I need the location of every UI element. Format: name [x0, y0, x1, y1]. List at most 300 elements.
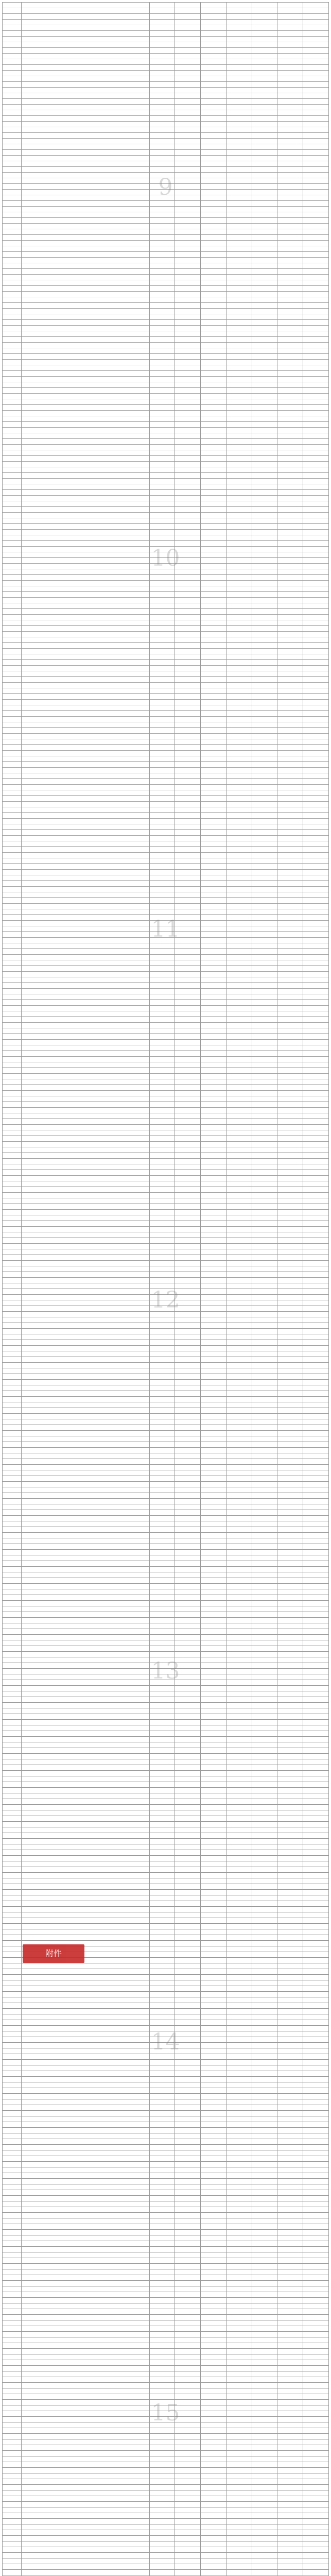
table-row: [3, 2167, 329, 2173]
row-score-cell: [226, 224, 252, 229]
row-score-cell: [149, 31, 175, 37]
row-score-cell: [175, 2269, 201, 2275]
row-score-cell: [175, 1833, 201, 1839]
row-score-cell: [277, 1516, 303, 1521]
row-code-cell: [3, 1765, 22, 1771]
row-score-cell: [201, 2190, 227, 2196]
row-score-cell: [175, 2303, 201, 2309]
row-score-cell: [252, 2343, 277, 2349]
row-score-cell: [303, 1538, 329, 1544]
row-score-cell: [252, 1538, 277, 1544]
row-score-cell: [252, 309, 277, 314]
row-score-cell: [175, 1000, 201, 1006]
row-score-cell: [175, 490, 201, 496]
table-row: [3, 1901, 329, 1907]
table-row: [3, 195, 329, 201]
row-score-cell: [149, 2502, 175, 2507]
row-score-cell: [252, 654, 277, 660]
row-name-cell: [21, 354, 149, 360]
row-score-cell: [303, 2116, 329, 2122]
table-row: [3, 2111, 329, 2116]
row-score-cell: [277, 1895, 303, 1901]
row-score-cell: [226, 161, 252, 167]
row-score-cell: [252, 1754, 277, 1759]
row-score-cell: [303, 2558, 329, 2564]
row-score-cell: [226, 1068, 252, 1074]
row-score-cell: [303, 65, 329, 71]
row-score-cell: [175, 2116, 201, 2122]
row-score-cell: [277, 2473, 303, 2479]
row-name-cell: [21, 824, 149, 830]
row-score-cell: [277, 983, 303, 989]
row-code-cell: [3, 773, 22, 779]
row-score-cell: [175, 649, 201, 654]
row-name-cell: [21, 2122, 149, 2128]
row-score-cell: [252, 518, 277, 524]
row-score-cell: [149, 2371, 175, 2377]
row-score-cell: [226, 2190, 252, 2196]
row-score-cell: [303, 932, 329, 938]
row-score-cell: [303, 1839, 329, 1844]
row-score-cell: [303, 1448, 329, 1453]
row-score-cell: [175, 1329, 201, 1334]
row-code-cell: [3, 1278, 22, 1283]
row-score-cell: [201, 853, 227, 858]
row-score-cell: [252, 2332, 277, 2337]
row-score-cell: [175, 858, 201, 864]
row-score-cell: [226, 1419, 252, 1425]
row-score-cell: [175, 2309, 201, 2315]
row-score-cell: [149, 1385, 175, 1391]
table-row: [3, 2343, 329, 2349]
row-score-cell: [303, 88, 329, 93]
row-score-cell: [252, 1470, 277, 1476]
row-score-cell: [201, 1289, 227, 1295]
row-score-cell: [226, 42, 252, 48]
table-row: [3, 173, 329, 178]
row-score-cell: [277, 1023, 303, 1028]
row-score-cell: [277, 1788, 303, 1793]
row-score-cell: [201, 2043, 227, 2048]
row-score-cell: [175, 394, 201, 399]
row-score-cell: [252, 632, 277, 637]
row-score-cell: [226, 1255, 252, 1261]
row-score-cell: [303, 847, 329, 853]
row-score-cell: [175, 411, 201, 416]
row-score-cell: [303, 218, 329, 224]
row-code-cell: [3, 518, 22, 524]
row-score-cell: [201, 977, 227, 983]
row-score-cell: [226, 513, 252, 518]
row-score-cell: [226, 2468, 252, 2473]
row-code-cell: [3, 8, 22, 14]
row-score-cell: [175, 326, 201, 331]
row-score-cell: [201, 1357, 227, 1363]
row-score-cell: [252, 269, 277, 275]
row-score-cell: [252, 1465, 277, 1470]
row-score-cell: [201, 2326, 227, 2332]
table-row: [3, 1431, 329, 1436]
row-code-cell: [3, 224, 22, 229]
row-code-cell: [3, 2473, 22, 2479]
row-score-cell: [175, 377, 201, 382]
row-score-cell: [252, 620, 277, 626]
row-score-cell: [226, 1850, 252, 1856]
table-row: [3, 1538, 329, 1544]
row-score-cell: [252, 1663, 277, 1669]
row-score-cell: [175, 2207, 201, 2213]
row-score-cell: [226, 1958, 252, 1963]
row-score-cell: [149, 2417, 175, 2422]
row-score-cell: [226, 2184, 252, 2190]
row-score-cell: [277, 1442, 303, 1448]
row-score-cell: [303, 445, 329, 450]
row-score-cell: [226, 1844, 252, 1850]
table-row: [3, 2496, 329, 2502]
row-score-cell: [226, 2162, 252, 2167]
row-code-cell: [3, 853, 22, 858]
row-score-cell: [175, 1499, 201, 1504]
row-score-cell: [201, 1023, 227, 1028]
row-score-cell: [149, 1623, 175, 1629]
table-row: [3, 943, 329, 949]
row-score-cell: [201, 2184, 227, 2190]
row-score-cell: [277, 530, 303, 535]
row-name-cell: [21, 1470, 149, 1476]
row-score-cell: [277, 2099, 303, 2105]
row-score-cell: [226, 768, 252, 773]
row-code-cell: [3, 1856, 22, 1861]
row-score-cell: [303, 892, 329, 898]
row-score-cell: [201, 2456, 227, 2462]
table-row: [3, 1640, 329, 1646]
row-score-cell: [175, 2513, 201, 2519]
row-score-cell: [277, 1170, 303, 1176]
row-score-cell: [226, 2173, 252, 2179]
row-score-cell: [175, 1130, 201, 1136]
row-score-cell: [226, 507, 252, 513]
row-score-cell: [277, 1204, 303, 1210]
row-code-cell: [3, 2366, 22, 2371]
row-score-cell: [252, 915, 277, 921]
row-code-cell: [3, 25, 22, 31]
row-score-cell: [303, 1431, 329, 1436]
row-score-cell: [252, 711, 277, 717]
row-score-cell: [201, 2281, 227, 2286]
table-row: [3, 904, 329, 909]
row-name-cell: [21, 2037, 149, 2043]
row-score-cell: [226, 1538, 252, 1544]
row-score-cell: [149, 1340, 175, 1346]
table-row: [3, 643, 329, 649]
row-score-cell: [277, 1306, 303, 1312]
row-score-cell: [252, 1680, 277, 1686]
row-score-cell: [252, 921, 277, 926]
table-row: [3, 1544, 329, 1550]
row-name-cell: [21, 1232, 149, 1238]
row-code-cell: [3, 836, 22, 841]
row-score-cell: [226, 2326, 252, 2332]
table-row: [3, 779, 329, 785]
row-score-cell: [252, 688, 277, 694]
table-row: [3, 388, 329, 394]
row-score-cell: [201, 2201, 227, 2207]
row-code-cell: [3, 1397, 22, 1402]
table-row: [3, 1436, 329, 1442]
row-score-cell: [226, 2037, 252, 2043]
row-name-cell: [21, 1397, 149, 1402]
row-score-cell: [201, 1663, 227, 1669]
row-score-cell: [277, 2020, 303, 2026]
row-score-cell: [277, 1431, 303, 1436]
row-score-cell: [277, 2343, 303, 2349]
row-score-cell: [149, 195, 175, 201]
row-code-cell: [3, 1210, 22, 1215]
row-score-cell: [277, 853, 303, 858]
table-row: [3, 1028, 329, 1034]
row-score-cell: [252, 660, 277, 666]
row-score-cell: [252, 59, 277, 65]
row-score-cell: [226, 1221, 252, 1227]
row-name-cell: [21, 2417, 149, 2422]
row-score-cell: [175, 569, 201, 575]
row-name-cell: [21, 2099, 149, 2105]
row-score-cell: [175, 1521, 201, 1527]
row-score-cell: [175, 388, 201, 394]
row-score-cell: [175, 768, 201, 773]
row-code-cell: [3, 541, 22, 547]
row-score-cell: [226, 1476, 252, 1482]
row-score-cell: [175, 1782, 201, 1788]
row-score-cell: [201, 1793, 227, 1799]
row-score-cell: [277, 966, 303, 972]
table-row: [3, 2105, 329, 2111]
row-score-cell: [149, 1113, 175, 1119]
row-score-cell: [149, 1969, 175, 1975]
row-score-cell: [175, 1527, 201, 1533]
row-score-cell: [252, 1125, 277, 1130]
row-code-cell: [3, 1051, 22, 1057]
row-score-cell: [175, 337, 201, 343]
row-score-cell: [149, 1663, 175, 1669]
row-name-cell: [21, 1584, 149, 1589]
row-code-cell: [3, 173, 22, 178]
row-score-cell: [252, 1000, 277, 1006]
table-row: [3, 348, 329, 354]
row-score-cell: [303, 71, 329, 76]
row-score-cell: [175, 20, 201, 25]
row-score-cell: [303, 2439, 329, 2445]
table-row: [3, 2439, 329, 2445]
table-row: [3, 2383, 329, 2388]
row-score-cell: [252, 1244, 277, 1249]
table-row: [3, 1612, 329, 1618]
row-name-cell: [21, 626, 149, 632]
row-score-cell: [252, 1198, 277, 1204]
row-score-cell: [201, 864, 227, 870]
row-score-cell: [277, 360, 303, 365]
row-score-cell: [303, 1640, 329, 1646]
row-score-cell: [175, 2128, 201, 2133]
row-score-cell: [277, 1368, 303, 1374]
row-name-cell: [21, 1691, 149, 1697]
row-score-cell: [175, 1737, 201, 1742]
row-score-cell: [149, 156, 175, 161]
row-score-cell: [201, 467, 227, 473]
row-score-cell: [201, 700, 227, 705]
table-row: [3, 2218, 329, 2224]
row-score-cell: [175, 467, 201, 473]
row-score-cell: [201, 2541, 227, 2547]
row-score-cell: [277, 1504, 303, 1510]
row-score-cell: [277, 473, 303, 479]
row-code-cell: [3, 728, 22, 734]
row-code-cell: [3, 167, 22, 173]
row-score-cell: [252, 739, 277, 745]
row-score-cell: [201, 1238, 227, 1244]
row-score-cell: [175, 915, 201, 921]
table-row: [3, 1771, 329, 1776]
row-score-cell: [149, 870, 175, 875]
row-name-cell: [21, 836, 149, 841]
row-score-cell: [149, 1391, 175, 1397]
row-score-cell: [277, 343, 303, 348]
row-score-cell: [226, 411, 252, 416]
table-row: [3, 892, 329, 898]
row-score-cell: [252, 1074, 277, 1079]
row-score-cell: [303, 2105, 329, 2111]
row-code-cell: [3, 82, 22, 88]
row-score-cell: [201, 2054, 227, 2060]
row-name-cell: [21, 48, 149, 54]
row-score-cell: [201, 881, 227, 887]
row-score-cell: [201, 2564, 227, 2570]
row-score-cell: [149, 1544, 175, 1550]
row-score-cell: [175, 2071, 201, 2077]
row-score-cell: [303, 190, 329, 195]
row-score-cell: [175, 1062, 201, 1068]
row-code-cell: [3, 2468, 22, 2473]
row-score-cell: [226, 184, 252, 190]
row-score-cell: [226, 751, 252, 756]
table-row: [3, 320, 329, 326]
row-code-cell: [3, 2309, 22, 2315]
row-score-cell: [277, 133, 303, 139]
row-score-cell: [226, 966, 252, 972]
row-score-cell: [175, 1159, 201, 1164]
row-score-cell: [252, 2462, 277, 2468]
row-score-cell: [277, 2009, 303, 2014]
row-score-cell: [277, 711, 303, 717]
row-score-cell: [252, 2009, 277, 2014]
row-score-cell: [226, 1912, 252, 1918]
row-score-cell: [226, 1136, 252, 1142]
table-row: [3, 858, 329, 864]
row-name-cell: [21, 1657, 149, 1663]
row-score-cell: [277, 490, 303, 496]
row-name-cell: [21, 518, 149, 524]
row-score-cell: [303, 972, 329, 977]
row-score-cell: [149, 1595, 175, 1601]
row-name-cell: [21, 42, 149, 48]
table-row: [3, 252, 329, 258]
row-score-cell: [201, 484, 227, 490]
row-score-cell: [175, 1601, 201, 1606]
row-score-cell: [252, 853, 277, 858]
row-score-cell: [303, 1657, 329, 1663]
row-score-cell: [277, 592, 303, 598]
row-score-cell: [149, 286, 175, 292]
row-code-cell: [3, 1057, 22, 1062]
row-score-cell: [252, 1533, 277, 1538]
row-score-cell: [303, 1737, 329, 1742]
row-name-cell: [21, 1550, 149, 1555]
row-name-cell: [21, 2173, 149, 2179]
row-score-cell: [226, 1119, 252, 1125]
row-score-cell: [149, 1584, 175, 1589]
row-score-cell: [252, 1657, 277, 1663]
row-score-cell: [303, 275, 329, 280]
row-name-cell: [21, 2269, 149, 2275]
row-score-cell: [303, 1623, 329, 1629]
row-score-cell: [201, 836, 227, 841]
row-code-cell: [3, 1074, 22, 1079]
row-score-cell: [201, 337, 227, 343]
row-name-cell: [21, 292, 149, 297]
row-score-cell: [226, 2128, 252, 2133]
row-score-cell: [252, 1425, 277, 1431]
row-score-cell: [226, 450, 252, 456]
row-code-cell: [3, 1431, 22, 1436]
row-score-cell: [303, 513, 329, 518]
row-name-cell: [21, 2337, 149, 2343]
row-score-cell: [303, 331, 329, 337]
row-name-cell: [21, 1844, 149, 1850]
row-code-cell: [3, 1170, 22, 1176]
row-code-cell: [3, 524, 22, 530]
row-score-cell: [226, 127, 252, 133]
row-code-cell: [3, 122, 22, 127]
row-score-cell: [226, 1465, 252, 1470]
row-score-cell: [201, 1391, 227, 1397]
row-score-cell: [252, 479, 277, 484]
row-score-cell: [226, 683, 252, 688]
row-score-cell: [252, 1997, 277, 2003]
row-code-cell: [3, 2088, 22, 2094]
row-score-cell: [149, 1068, 175, 1074]
row-score-cell: [175, 439, 201, 445]
row-score-cell: [149, 1459, 175, 1465]
row-score-cell: [149, 241, 175, 246]
table-row: [3, 88, 329, 93]
table-row: [3, 150, 329, 156]
row-score-cell: [303, 586, 329, 592]
table-row: [3, 1924, 329, 1929]
row-code-cell: [3, 2071, 22, 2077]
row-score-cell: [226, 1748, 252, 1754]
row-score-cell: [201, 824, 227, 830]
row-score-cell: [175, 2048, 201, 2054]
row-score-cell: [201, 2536, 227, 2541]
row-name-cell: [21, 2258, 149, 2264]
row-name-cell: [21, 252, 149, 258]
row-name-cell: [21, 365, 149, 371]
row-score-cell: [252, 1499, 277, 1504]
row-score-cell: [149, 93, 175, 99]
row-score-cell: [149, 518, 175, 524]
row-code-cell: [3, 1516, 22, 1521]
row-name-cell: [21, 229, 149, 235]
